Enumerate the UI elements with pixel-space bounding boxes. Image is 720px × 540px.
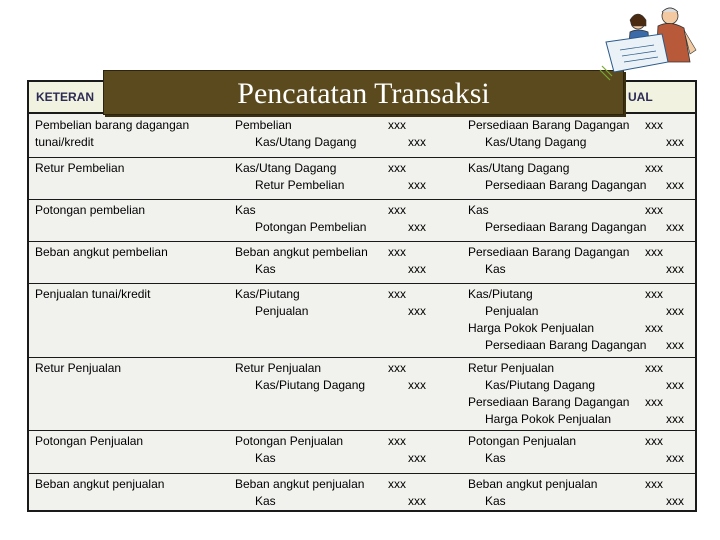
debit-amount: xxx bbox=[645, 161, 663, 175]
debit-amount: xxx bbox=[388, 203, 406, 217]
debit-amount: xxx bbox=[388, 287, 406, 301]
credit-amount: xxx bbox=[666, 135, 684, 149]
debit-account: Kas bbox=[468, 203, 489, 217]
debit-amount: xxx bbox=[645, 203, 663, 217]
credit-account: Kas bbox=[255, 494, 276, 508]
debit-account: Persediaan Barang Dagangan bbox=[468, 395, 630, 409]
credit-account: Harga Pokok Penjualan bbox=[485, 412, 612, 426]
debit-amount: xxx bbox=[645, 287, 663, 301]
periodic-entry-cell bbox=[235, 476, 455, 510]
periodic-entry-cell bbox=[235, 202, 455, 236]
credit-account: Retur Pembelian bbox=[255, 178, 345, 192]
credit-amount: xxx bbox=[408, 135, 426, 149]
credit-amount: xxx bbox=[666, 338, 684, 352]
credit-amount: xxx bbox=[666, 494, 684, 508]
debit-account: Kas/Piutang bbox=[235, 287, 300, 301]
debit-account: Pembelian bbox=[235, 118, 292, 132]
row-divider bbox=[29, 241, 695, 242]
credit-amount: xxx bbox=[408, 451, 426, 465]
debit-amount: xxx bbox=[645, 434, 663, 448]
credit-account: Penjualan bbox=[255, 304, 309, 318]
debit-account: Kas/Piutang bbox=[468, 287, 533, 301]
credit-amount: xxx bbox=[666, 412, 684, 426]
perpetual-entry-cell bbox=[468, 286, 688, 354]
credit-account: Persediaan Barang Dagangan bbox=[485, 220, 647, 234]
credit-amount: xxx bbox=[408, 378, 426, 392]
keterangan-text: tunai/kredit bbox=[35, 135, 94, 149]
credit-account: Kas/Utang Dagang bbox=[485, 135, 587, 149]
debit-amount: xxx bbox=[388, 477, 406, 491]
debit-amount: xxx bbox=[388, 361, 406, 375]
credit-account: Kas bbox=[485, 494, 506, 508]
perpetual-entry-cell bbox=[468, 160, 688, 194]
credit-account: Kas bbox=[485, 262, 506, 276]
credit-amount: xxx bbox=[666, 262, 684, 276]
debit-amount: xxx bbox=[645, 245, 663, 259]
header-perpetual: UAL bbox=[628, 90, 653, 104]
credit-amount: xxx bbox=[408, 494, 426, 508]
periodic-entry-cell bbox=[235, 433, 455, 467]
credit-amount: xxx bbox=[408, 262, 426, 276]
row-divider bbox=[29, 283, 695, 284]
row-divider bbox=[29, 199, 695, 200]
credit-account: Kas bbox=[255, 451, 276, 465]
debit-account: Beban angkut penjualan bbox=[235, 477, 365, 491]
credit-amount: xxx bbox=[666, 220, 684, 234]
periodic-entry-cell bbox=[235, 360, 455, 394]
debit-account: Persediaan Barang Dagangan bbox=[468, 245, 630, 259]
debit-account: Kas/Utang Dagang bbox=[468, 161, 570, 175]
debit-account: Persediaan Barang Dagangan bbox=[468, 118, 630, 132]
debit-account: Potongan Penjualan bbox=[235, 434, 344, 448]
header-keterangan: KETERAN bbox=[36, 90, 95, 104]
perpetual-entry-cell bbox=[468, 476, 688, 510]
debit-amount: xxx bbox=[645, 395, 663, 409]
row-divider bbox=[29, 357, 695, 358]
keterangan-text: Penjualan tunai/kredit bbox=[35, 287, 151, 301]
credit-account: Persediaan Barang Dagangan bbox=[485, 338, 647, 352]
periodic-entry-cell bbox=[235, 286, 455, 320]
debit-account: Harga Pokok Penjualan bbox=[468, 321, 595, 335]
perpetual-entry-cell bbox=[468, 360, 688, 428]
credit-amount: xxx bbox=[666, 378, 684, 392]
people-reading-blueprint-icon bbox=[592, 0, 710, 84]
debit-amount: xxx bbox=[388, 245, 406, 259]
debit-account: Kas/Utang Dagang bbox=[235, 161, 337, 175]
credit-account: Kas/Utang Dagang bbox=[255, 135, 357, 149]
keterangan-text: Beban angkut pembelian bbox=[35, 245, 168, 259]
credit-amount: xxx bbox=[666, 451, 684, 465]
debit-amount: xxx bbox=[645, 321, 663, 335]
keterangan-text: Pembelian barang dagangan bbox=[35, 118, 190, 132]
perpetual-entry-cell bbox=[468, 244, 688, 278]
credit-account: Kas bbox=[485, 451, 506, 465]
credit-account: Penjualan bbox=[485, 304, 539, 318]
perpetual-entry-cell bbox=[468, 202, 688, 236]
periodic-entry-cell bbox=[235, 117, 455, 151]
row-divider bbox=[29, 473, 695, 474]
debit-amount: xxx bbox=[388, 434, 406, 448]
credit-amount: xxx bbox=[408, 220, 426, 234]
periodic-entry-cell bbox=[235, 160, 455, 194]
credit-account: Kas/Piutang Dagang bbox=[255, 378, 366, 392]
credit-account: Potongan Pembelian bbox=[255, 220, 367, 234]
debit-account: Beban angkut pembelian bbox=[235, 245, 368, 259]
debit-amount: xxx bbox=[645, 477, 663, 491]
perpetual-entry-cell bbox=[468, 117, 688, 151]
keterangan-text: Potongan pembelian bbox=[35, 203, 146, 217]
perpetual-entry-cell bbox=[468, 433, 688, 467]
debit-amount: xxx bbox=[388, 118, 406, 132]
credit-amount: xxx bbox=[408, 304, 426, 318]
debit-amount: xxx bbox=[388, 161, 406, 175]
keterangan-text: Beban angkut penjualan bbox=[35, 477, 165, 491]
debit-account: Beban angkut penjualan bbox=[468, 477, 598, 491]
credit-account: Persediaan Barang Dagangan bbox=[485, 178, 647, 192]
periodic-entry-cell bbox=[235, 244, 455, 278]
debit-account: Potongan Penjualan bbox=[468, 434, 577, 448]
debit-account: Retur Penjualan bbox=[468, 361, 555, 375]
row-divider bbox=[29, 157, 695, 158]
debit-amount: xxx bbox=[645, 118, 663, 132]
keterangan-text: Retur Penjualan bbox=[35, 361, 122, 375]
credit-account: Kas bbox=[255, 262, 276, 276]
credit-account: Kas/Piutang Dagang bbox=[485, 378, 596, 392]
row-divider bbox=[29, 430, 695, 431]
debit-amount: xxx bbox=[645, 361, 663, 375]
page-title: Pencatatan Transaksi bbox=[103, 70, 624, 115]
credit-amount: xxx bbox=[408, 178, 426, 192]
debit-account: Retur Penjualan bbox=[235, 361, 322, 375]
debit-account: Kas bbox=[235, 203, 256, 217]
credit-amount: xxx bbox=[666, 178, 684, 192]
keterangan-text: Retur Pembelian bbox=[35, 161, 125, 175]
keterangan-text: Potongan Penjualan bbox=[35, 434, 144, 448]
credit-amount: xxx bbox=[666, 304, 684, 318]
